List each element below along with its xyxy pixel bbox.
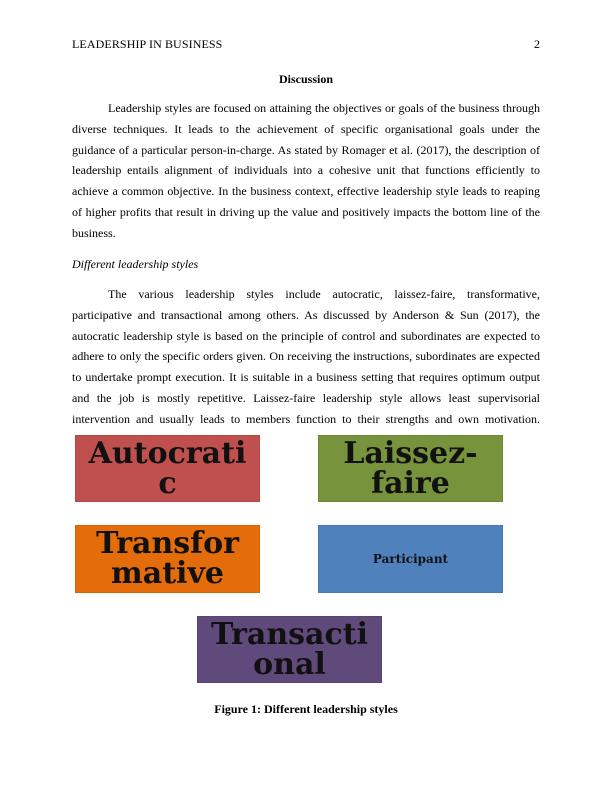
running-head-title: LEADERSHIP IN BUSINESS (72, 37, 223, 51)
section-heading: Discussion (278, 72, 334, 86)
page-number: 2 (534, 37, 540, 51)
box-autocratic-line2: c (158, 465, 177, 501)
box-participant (318, 525, 503, 593)
box-transactional-line2: onal (253, 646, 326, 682)
figure-caption: Figure 1: Different leadership styles (214, 702, 398, 716)
subheading: Different leadership styles (72, 257, 199, 271)
box-laissez-faire-line1: Laissez- (343, 435, 478, 471)
box-laissez-faire (318, 435, 503, 502)
box-transactional (197, 616, 382, 683)
box-laissez-faire-line2: faire (371, 465, 450, 501)
paragraph-styles: The various leadership styles include autocratic, laissez-faire, transformative, participative and transactional among others. As discussed by Anderson & Sun (2017), the autocratic leadership style is based on the principle of control and subordinates are expected to adhere to only the specific orders given. On receiving the instructions, subordinates are expected to undertake prompt execution. It is suitable in a business setting that requires optimum output and the job is mostly repetitive. Laissez-faire leadership style allows least supervisorial intervention and usually leads to members function to their strengths and own motivation. (72, 287, 540, 426)
box-transformative-line1: Transfor (96, 526, 239, 561)
box-participant-label: Participant (372, 552, 449, 566)
box-transformative-line2: mative (111, 556, 224, 591)
box-transactional-line1: Transacti (210, 616, 369, 652)
box-transformative (75, 525, 260, 593)
box-autocratic (75, 435, 260, 502)
paragraph-intro: Leadership styles are focused on attaining the objectives or goals of the business through diverse techniques. It leads to the achievement of specific organisational goals under the guidance of a particular person-in-charge. As stated by Romager et al. (2017), the description of leadership entails alignment of individuals into a cohesive unit that functions efficiently to achieve a common objective. In the business context, effective leadership style leads to reaping of higher profits that result in driving up the value and positively impacts the bottom line of the business. (72, 101, 540, 240)
box-autocratic-line1: Autocrati (88, 435, 247, 471)
